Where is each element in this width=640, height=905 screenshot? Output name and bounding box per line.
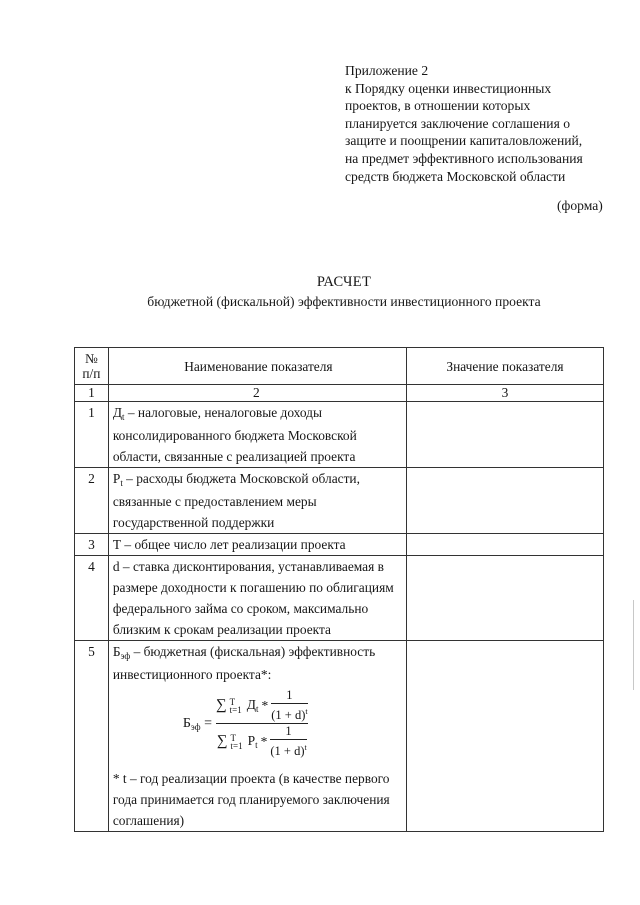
row-value-cell bbox=[406, 468, 603, 534]
indicator-subscript: t bbox=[122, 412, 125, 422]
discount-denominator bbox=[271, 705, 307, 722]
efficiency-formula bbox=[113, 685, 404, 768]
form-label: (форма) bbox=[557, 198, 603, 213]
table-row bbox=[75, 468, 604, 534]
row-number: 1 bbox=[75, 402, 109, 468]
header-value bbox=[406, 348, 603, 385]
formula-lhs bbox=[183, 713, 212, 735]
discount-denominator-text: (1 + d) bbox=[271, 708, 306, 723]
sum-lower: t=1 bbox=[229, 704, 242, 715]
row-number: 4 bbox=[75, 556, 109, 641]
header-number bbox=[75, 348, 109, 385]
header-name-text: Наименование показателя bbox=[184, 358, 333, 374]
sum-limits bbox=[230, 698, 242, 714]
times-sign: * bbox=[260, 734, 268, 750]
row-number: 3 bbox=[75, 534, 109, 556]
row-value-cell bbox=[406, 534, 603, 556]
formula-footnote: * t – год реализации проекта (в качестве первого года принимается год планируемого заключения соглашения) bbox=[112, 771, 390, 829]
row-value-cell bbox=[406, 556, 603, 641]
header-name bbox=[108, 348, 406, 385]
annex-line: средств бюджета Московской области bbox=[345, 168, 566, 184]
row-value-cell bbox=[406, 402, 603, 468]
formula-lhs-subscript: эф bbox=[190, 721, 201, 732]
discount-exponent: t bbox=[305, 707, 308, 716]
header-number-text: № п/п bbox=[82, 351, 101, 381]
indicator-text: – общее число лет реализации проекта bbox=[121, 537, 346, 552]
column-number: 3 bbox=[406, 385, 603, 402]
table-row bbox=[75, 534, 604, 556]
main-fraction-bar bbox=[216, 723, 308, 724]
numerator-symbol-text: Д bbox=[246, 697, 256, 713]
formula-equals: = bbox=[204, 715, 212, 731]
discount-denominator-text: (1 + d) bbox=[270, 744, 305, 759]
denominator-subscript: t bbox=[255, 740, 258, 751]
formula-denominator bbox=[217, 725, 307, 758]
indicator-text: – бюджетная (фискальная) эффективность инвестиционного проекта*: bbox=[112, 644, 376, 682]
indicator-symbol: Б bbox=[112, 644, 121, 659]
indicators-table bbox=[74, 347, 604, 832]
formula-main-fraction bbox=[216, 689, 308, 758]
discount-fraction bbox=[271, 689, 307, 722]
row-indicator bbox=[108, 641, 406, 832]
indicator-text: – налоговые, неналоговые доходы консолидированного бюджета Московской области, связанные с реализацией проекта bbox=[112, 405, 357, 464]
table-row bbox=[75, 556, 604, 641]
discount-exponent: t bbox=[304, 743, 307, 753]
annex-line: защите и поощрении капиталовложений, bbox=[345, 133, 583, 149]
document-subtitle: бюджетной (фискальной) эффективности инвестиционного проекта bbox=[147, 294, 541, 309]
indicator-text: – ставка дисконтирования, устанавливаемая в размере доходности к погашению по облигациям федерального займа со сроком, максимально близким к срокам реализации проекта bbox=[112, 559, 394, 637]
row-indicator bbox=[108, 534, 406, 556]
indicator-symbol: Д bbox=[112, 405, 122, 420]
fraction-bar bbox=[271, 703, 307, 704]
row-indicator bbox=[108, 402, 406, 468]
header-value-text: Значение показателя bbox=[446, 358, 564, 374]
sum-limits bbox=[231, 734, 243, 750]
sum-sign: ∑ bbox=[215, 697, 227, 714]
indicator-subscript: t bbox=[120, 478, 123, 488]
formula-lhs-symbol: Б bbox=[182, 715, 191, 731]
formula-numerator bbox=[216, 689, 308, 722]
sum-upper: T bbox=[230, 732, 237, 743]
indicator-symbol: Т bbox=[112, 537, 122, 552]
discount-numerator: 1 bbox=[285, 724, 292, 739]
denominator-symbol-text: Р bbox=[247, 733, 256, 749]
column-number: 2 bbox=[108, 385, 406, 402]
indicator-subscript: эф bbox=[120, 651, 131, 661]
annex-line: к Порядку оценки инвестиционных bbox=[345, 80, 552, 96]
fraction-bar bbox=[270, 739, 306, 740]
sum-lower: t=1 bbox=[230, 740, 243, 751]
indicator-text: – расходы бюджета Московской области, связанные с предоставлением меры государственной поддержки bbox=[112, 471, 360, 530]
row-number: 2 bbox=[75, 468, 109, 534]
row-indicator bbox=[108, 468, 406, 534]
row-number: 5 bbox=[75, 641, 109, 832]
sum-upper: T bbox=[229, 696, 236, 707]
discount-fraction bbox=[270, 725, 306, 758]
table-header-row bbox=[75, 348, 604, 385]
document-title: РАСЧЕТ bbox=[316, 274, 372, 290]
numerator-symbol bbox=[247, 694, 259, 717]
annex-line: на предмет эффективного использования bbox=[345, 150, 583, 166]
annex-header bbox=[345, 62, 615, 185]
column-number: 1 bbox=[75, 385, 109, 402]
numerator-subscript: t bbox=[255, 704, 259, 715]
table-row bbox=[75, 402, 604, 468]
denominator-symbol bbox=[248, 730, 258, 753]
annex-line: планируется заключение соглашения о bbox=[345, 115, 571, 131]
scan-edge-mark bbox=[633, 600, 634, 690]
sum-sign: ∑ bbox=[216, 733, 228, 750]
annex-line: проектов, в отношении которых bbox=[345, 98, 531, 114]
column-numbering-row bbox=[75, 385, 604, 402]
discount-numerator: 1 bbox=[286, 688, 293, 702]
indicator-symbol: Р bbox=[112, 471, 121, 486]
indicator-symbol: d bbox=[112, 559, 120, 574]
discount-denominator bbox=[270, 741, 306, 758]
row-value-cell bbox=[406, 641, 603, 832]
table-row bbox=[75, 641, 604, 832]
times-sign: * bbox=[261, 698, 269, 714]
row-indicator bbox=[108, 556, 406, 641]
annex-line: Приложение 2 bbox=[345, 63, 429, 78]
